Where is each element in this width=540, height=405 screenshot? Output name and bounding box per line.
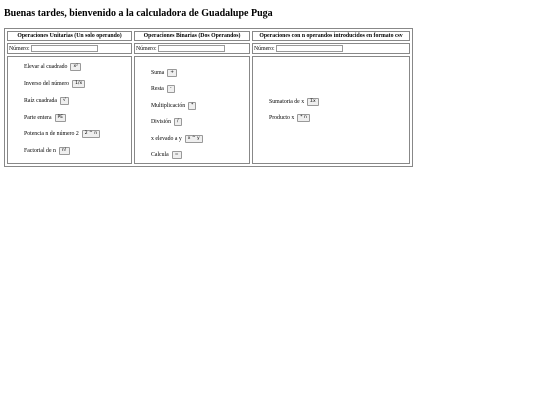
op-label: Resta — [151, 86, 164, 92]
number-cell-csv — [252, 43, 410, 54]
op-label: Multiplicación — [151, 103, 186, 109]
op-row — [24, 80, 85, 88]
ops-cell-unitary — [7, 56, 132, 164]
integer-part-button[interactable]: PE — [55, 114, 67, 122]
ops-cell-binary — [134, 56, 250, 164]
number-label: Número: — [136, 45, 157, 52]
number-input-binary[interactable] — [158, 45, 225, 52]
number-label: Número: — [9, 45, 30, 52]
product-button[interactable]: * n — [297, 114, 310, 122]
sqrt-button[interactable]: √ — [60, 97, 69, 105]
column-header-binary: Operaciones Binarias (Dos Operandos) — [134, 31, 250, 41]
subtract-button[interactable]: - — [167, 85, 175, 93]
square-button[interactable]: x² — [70, 63, 80, 71]
number-input-csv[interactable] — [276, 45, 343, 52]
op-row — [269, 114, 310, 122]
number-input-unitary[interactable] — [31, 45, 98, 52]
op-label: Sumatoria de x — [269, 99, 305, 105]
number-cell-binary — [134, 43, 250, 54]
op-row — [269, 98, 319, 106]
number-label: Número: — [254, 45, 275, 52]
op-label: Suma — [151, 70, 165, 76]
op-row — [24, 63, 81, 71]
op-label: x elevado a y — [151, 136, 182, 142]
divide-button[interactable]: / — [174, 118, 182, 126]
op-label: Parte entera — [24, 115, 52, 121]
op-row — [151, 135, 203, 143]
add-button[interactable]: + — [167, 69, 177, 77]
summation-button[interactable]: Σx — [307, 98, 319, 106]
op-label: Raíz cuadrada — [24, 98, 57, 104]
op-row — [24, 97, 69, 105]
op-row — [151, 151, 182, 159]
op-label: Potencia n de número 2 — [24, 131, 79, 137]
op-label: Elevar al cuadrado — [24, 64, 68, 70]
op-label: División — [151, 119, 171, 125]
column-header-unitary: Operaciones Unitarias (Un solo operando) — [7, 31, 132, 41]
ops-cell-csv — [252, 56, 410, 164]
equals-button[interactable]: = — [172, 151, 182, 159]
op-label: Factorial de n — [24, 148, 56, 154]
multiply-button[interactable]: * — [188, 102, 196, 110]
op-row — [151, 85, 175, 93]
op-label: Inverso del número — [24, 81, 70, 87]
page-title: Buenas tardes, bienvenido a la calculadora de Guadalupe Puga — [4, 8, 273, 19]
number-cell-unitary — [7, 43, 132, 54]
column-header-csv: Operaciones con n operandos introducidos en formato csv — [252, 31, 410, 41]
op-row — [151, 102, 196, 110]
factorial-button[interactable]: n! — [59, 147, 70, 155]
calculator-table — [4, 28, 413, 167]
op-label: Calcula — [151, 152, 169, 158]
power-of-two-button[interactable]: 2 ^ n — [82, 130, 100, 138]
inverse-button[interactable]: 1/x — [72, 80, 85, 88]
op-row — [151, 69, 177, 77]
op-row — [24, 114, 66, 122]
op-label: Producto x — [269, 115, 295, 121]
op-row — [24, 130, 100, 138]
power-button[interactable]: x ^ y — [185, 135, 203, 143]
op-row — [24, 147, 70, 155]
op-row — [151, 118, 182, 126]
